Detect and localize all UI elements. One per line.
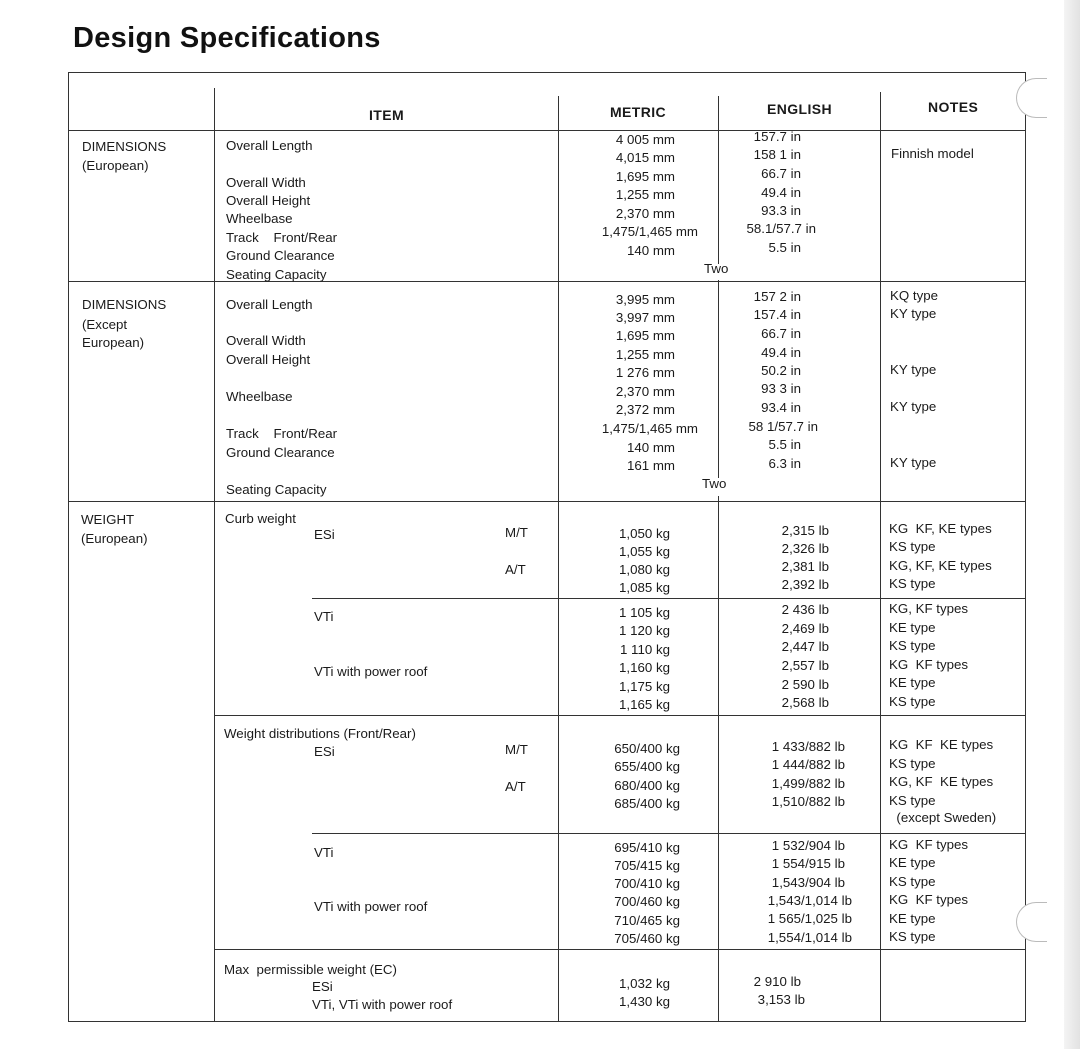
note-text: KG, KF, KE types: [889, 558, 992, 573]
trim-label: ESi: [314, 527, 335, 542]
item-label: Overall Width: [226, 333, 306, 348]
note-text: KG, KF types: [889, 601, 969, 616]
metric-value: 1 120 kg: [618, 623, 670, 638]
metric-value: 161 mm: [626, 458, 675, 473]
metric-value: 685/400 kg: [614, 796, 680, 811]
metric-value: 1,160 kg: [618, 660, 670, 675]
english-value: 2,568 lb: [781, 695, 829, 710]
section-label-dim-non-eu-3: European): [82, 335, 145, 350]
english-value: 2 436 lb: [781, 602, 829, 617]
item-label: Wheelbase: [226, 211, 293, 226]
note-text: KS type: [889, 539, 936, 554]
metric-value: 1 105 kg: [618, 605, 670, 620]
note-text: KY type: [890, 362, 937, 377]
english-value: 1,543/1,014 lb: [767, 893, 852, 908]
seating-value: Two: [704, 261, 729, 276]
metric-value: 2,370 mm: [615, 384, 675, 399]
item-label: Overall Height: [226, 193, 311, 208]
subsection-title: Curb weight: [225, 511, 296, 526]
section-label-dim-non-eu-1: DIMENSIONS: [82, 297, 167, 312]
note-text: Finnish model: [891, 146, 974, 161]
english-value: 66.7 in: [761, 326, 801, 341]
item-label: Overall Length: [226, 138, 313, 153]
metric-value: 2,372 mm: [615, 402, 675, 417]
note-text: KY type: [890, 306, 937, 321]
english-value: 93.3 in: [761, 203, 801, 218]
note-text: KE type: [889, 620, 936, 635]
note-text: KG KF, KE types: [889, 521, 992, 536]
transmission-label: A/T: [505, 562, 526, 577]
english-value: 58 1/57.7 in: [748, 419, 818, 434]
col-divider-notes: [880, 92, 881, 1022]
page-title: Design Specifications: [73, 22, 381, 54]
trim-label: VTi with power roof: [314, 664, 428, 679]
trim-label: ESi: [314, 744, 335, 759]
metric-value: 1,255 mm: [615, 187, 675, 202]
english-value: 93.4 in: [761, 400, 801, 415]
note-text: (except Sweden): [889, 810, 997, 825]
note-text: KY type: [890, 455, 937, 470]
metric-value: 1,085 kg: [618, 580, 670, 595]
note-text: KS type: [889, 638, 936, 653]
item-label: Seating Capacity: [226, 267, 327, 282]
note-text: KE type: [889, 911, 936, 926]
note-text: KY type: [890, 399, 937, 414]
english-value: 1,499/882 lb: [771, 776, 845, 791]
metric-value: 1,032 kg: [618, 976, 670, 991]
metric-value: 2,370 mm: [615, 206, 675, 221]
english-value: 66.7 in: [761, 166, 801, 181]
metric-value: 705/415 kg: [614, 858, 680, 873]
note-text: KE type: [889, 675, 936, 690]
english-value: 5.5 in: [768, 240, 801, 255]
item-label: Overall Length: [226, 297, 313, 312]
english-value: 157.7 in: [753, 129, 801, 144]
english-value: 1,543/904 lb: [771, 875, 845, 890]
metric-value: 3,995 mm: [615, 292, 675, 307]
header-divider: [68, 130, 1026, 131]
metric-value: 1,055 kg: [618, 544, 670, 559]
metric-value: 1,475/1,465 mm: [601, 421, 698, 436]
subsection-title: Weight distributions (Front/Rear): [224, 726, 416, 741]
trim-label: VTi with power roof: [314, 899, 428, 914]
header-notes: NOTES: [928, 99, 979, 115]
item-label: Track Front/Rear: [226, 230, 338, 245]
note-text: KG KF types: [889, 657, 969, 672]
metric-value: 700/460 kg: [614, 894, 680, 909]
english-value: 2 590 lb: [781, 677, 829, 692]
metric-value: 1,050 kg: [618, 526, 670, 541]
metric-value: 1,165 kg: [618, 697, 670, 712]
item-label: Ground Clearance: [226, 248, 335, 263]
metric-value: 4,015 mm: [615, 150, 675, 165]
english-value: 157 2 in: [753, 289, 801, 304]
english-value: 2,557 lb: [781, 658, 829, 673]
english-value: 1 565/1,025 lb: [767, 911, 852, 926]
item-label: Wheelbase: [226, 389, 293, 404]
note-text: KS type: [889, 576, 936, 591]
note-text: KS type: [889, 929, 936, 944]
transmission-label: A/T: [505, 779, 526, 794]
english-value: 2,381 lb: [781, 559, 829, 574]
english-value: 2 910 lb: [753, 974, 801, 989]
item-label: Overall Width: [226, 175, 306, 190]
metric-value: 655/400 kg: [614, 759, 680, 774]
metric-value: 1 276 mm: [615, 365, 675, 380]
note-text: KS type: [889, 694, 936, 709]
subsection-title: Max permissible weight (EC): [224, 962, 397, 977]
item-label: Track Front/Rear: [226, 426, 338, 441]
page-edge: [1064, 0, 1080, 1049]
english-value: 93 3 in: [761, 381, 801, 396]
note-text: KQ type: [890, 288, 939, 303]
col-divider-english-bottom: [718, 496, 719, 1022]
item-label: ESi: [312, 979, 333, 994]
metric-value: 1,255 mm: [615, 347, 675, 362]
english-value: 1,510/882 lb: [771, 794, 845, 809]
english-value: 158 1 in: [753, 147, 801, 162]
metric-value: 3,997 mm: [615, 310, 675, 325]
english-value: 2,447 lb: [781, 639, 829, 654]
english-value: 2,392 lb: [781, 577, 829, 592]
trim-label: VTi: [314, 609, 334, 624]
note-text: KS type: [889, 756, 936, 771]
metric-value: 1,430 kg: [618, 994, 670, 1009]
section-label-dim-eu-1: DIMENSIONS: [82, 139, 167, 154]
english-value: 3,153 lb: [757, 992, 805, 1007]
english-value: 5.5 in: [768, 437, 801, 452]
col-divider-item: [214, 88, 215, 1022]
english-value: 157.4 in: [753, 307, 801, 322]
note-text: KG KF types: [889, 892, 969, 907]
english-value: 1 532/904 lb: [771, 838, 845, 853]
note-text: KE type: [889, 855, 936, 870]
english-value: 50.2 in: [761, 363, 801, 378]
metric-value: 650/400 kg: [614, 741, 680, 756]
english-value: 6.3 in: [768, 456, 801, 471]
metric-value: 705/460 kg: [614, 931, 680, 946]
english-value: 49.4 in: [761, 185, 801, 200]
trim-label: VTi: [314, 845, 334, 860]
english-value: 49.4 in: [761, 345, 801, 360]
transmission-label: M/T: [505, 525, 528, 540]
english-value: 1,554/1,014 lb: [767, 930, 852, 945]
item-label: Seating Capacity: [226, 482, 327, 497]
note-text: KS type: [889, 793, 936, 808]
spec-table-frame: [68, 72, 1026, 1022]
transmission-label: M/T: [505, 742, 528, 757]
item-label: Overall Height: [226, 352, 311, 367]
item-label: VTi, VTi with power roof: [312, 997, 453, 1012]
note-text: KG, KF KE types: [889, 774, 994, 789]
section-divider-2: [68, 501, 1026, 502]
english-value: 2,326 lb: [781, 541, 829, 556]
section-divider-1: [68, 281, 1026, 282]
english-value: 58.1/57.7 in: [746, 221, 816, 236]
item-label: Ground Clearance: [226, 445, 335, 460]
metric-value: 1,695 mm: [615, 328, 675, 343]
metric-value: 140 mm: [626, 440, 675, 455]
metric-value: 700/410 kg: [614, 876, 680, 891]
note-text: KS type: [889, 874, 936, 889]
metric-value: 4 005 mm: [615, 132, 675, 147]
metric-value: 680/400 kg: [614, 778, 680, 793]
metric-value: 1,175 kg: [618, 679, 670, 694]
note-text: KG KF KE types: [889, 737, 994, 752]
metric-value: 1,695 mm: [615, 169, 675, 184]
seating-value: Two: [702, 476, 727, 491]
metric-value: 1 110 kg: [619, 642, 670, 657]
section-label-weight-1: WEIGHT: [81, 512, 135, 527]
header-metric: METRIC: [610, 104, 667, 120]
header-item: ITEM: [369, 107, 405, 123]
curb-vti-divider: [312, 598, 1026, 599]
section-label-weight-2: (European): [81, 531, 148, 546]
section-label-dim-non-eu-2: (Except: [82, 317, 128, 332]
english-value: 1 433/882 lb: [771, 739, 845, 754]
metric-value: 1,080 kg: [618, 562, 670, 577]
metric-value: 1,475/1,465 mm: [601, 224, 698, 239]
note-text: KG KF types: [889, 837, 969, 852]
header-english: ENGLISH: [767, 101, 833, 117]
english-value: 1 444/882 lb: [771, 757, 845, 772]
english-value: 2,469 lb: [781, 621, 829, 636]
max-divider: [214, 949, 1026, 950]
metric-value: 695/410 kg: [614, 840, 680, 855]
dist-vti-divider: [312, 833, 1026, 834]
section-label-dim-eu-2: (European): [82, 158, 149, 173]
english-value: 1 554/915 lb: [771, 856, 845, 871]
english-value: 2,315 lb: [781, 523, 829, 538]
metric-value: 140 mm: [626, 243, 675, 258]
dist-divider: [214, 715, 1026, 716]
metric-value: 710/465 kg: [614, 913, 680, 928]
